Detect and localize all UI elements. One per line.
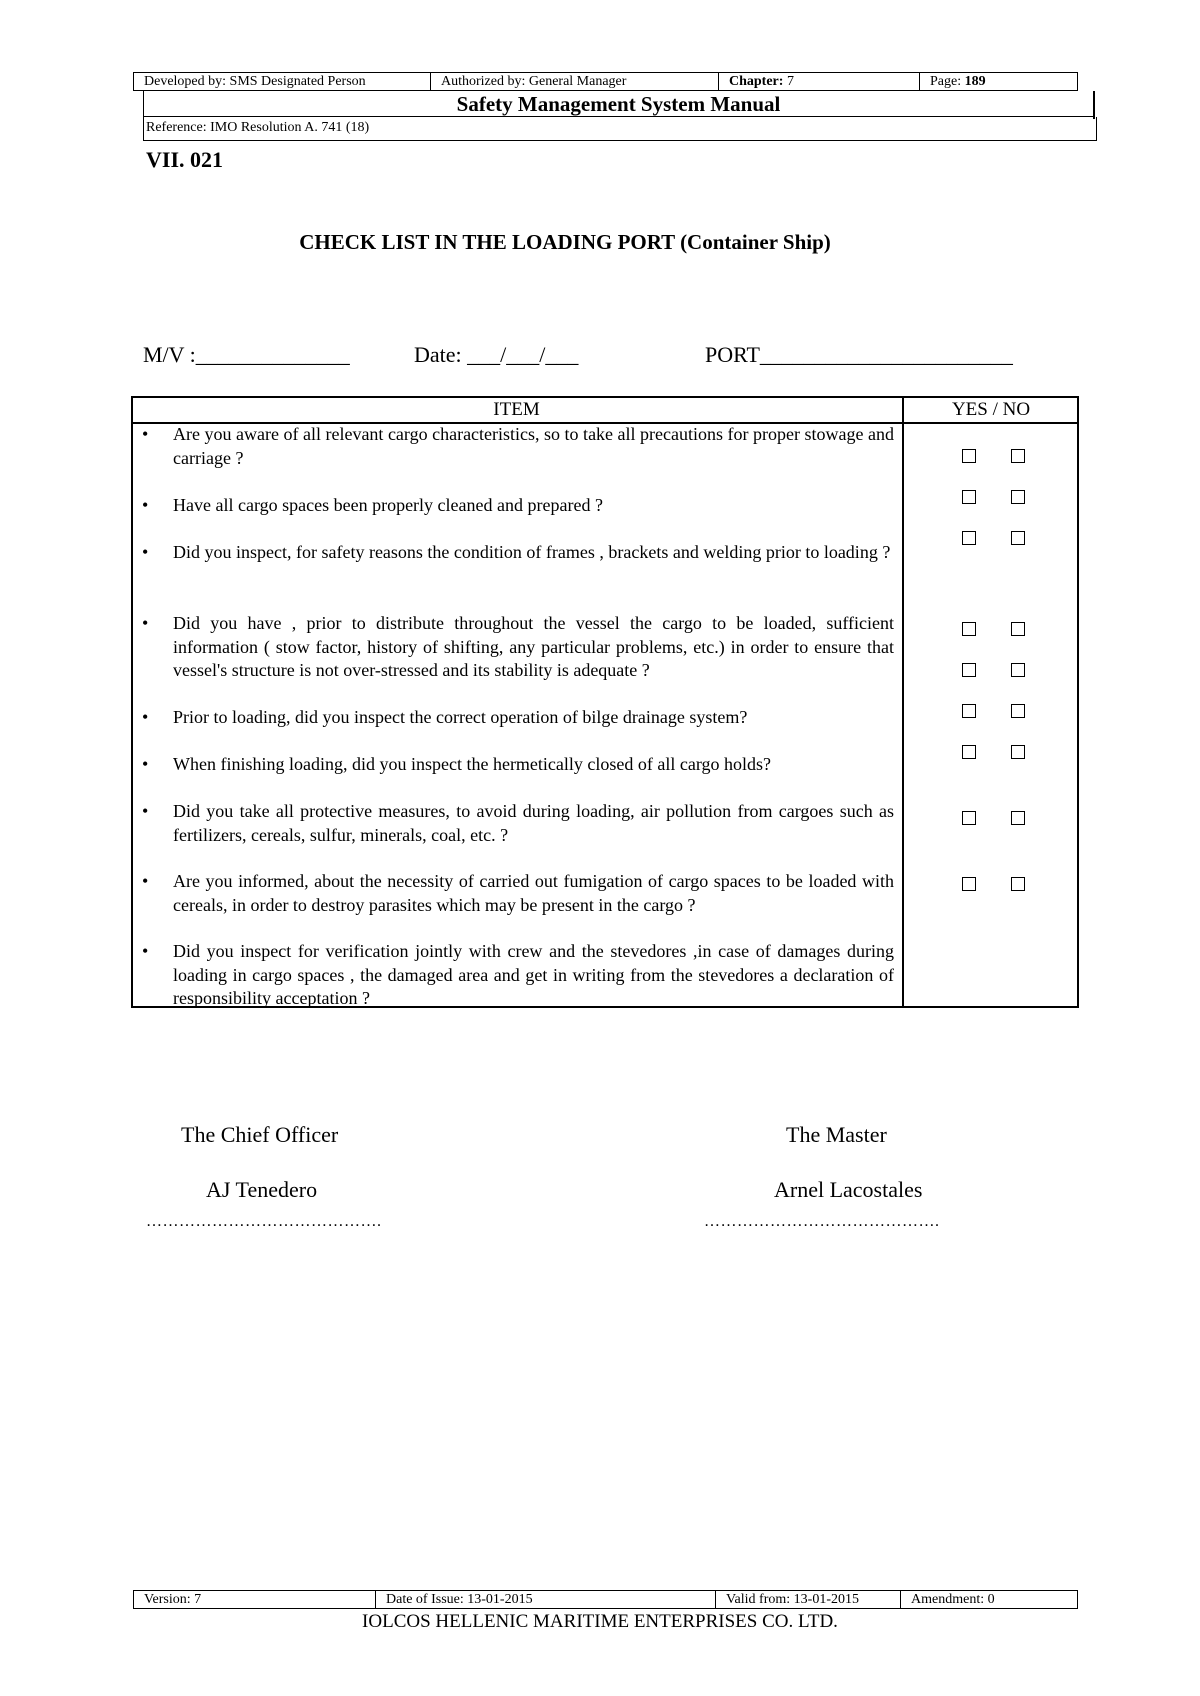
authorized-by: Authorized by: General Manager [431,73,719,90]
date-of-issue: Date of Issue: 13-01-2015 [376,1591,716,1608]
item-text: Did you inspect, for safety reasons the condition of frames , brackets and welding prior to loading ? [173,542,891,562]
checklist-item [142,494,894,518]
yes-checkbox[interactable] [962,811,976,825]
yes-checkbox[interactable] [962,877,976,891]
chief-officer-name: AJ Tenedero [206,1177,318,1202]
reference: Reference: IMO Resolution A. 741 (18) [143,117,1097,141]
item-text: Did you take all protective measures, to avoid during loading, air pollution from cargoes such as fertilizers, cereals, sulfur, minerals, coal, etc. ? [173,801,894,845]
bullet: • [142,542,149,562]
item-text: Did you have , prior to distribute throughout the vessel the cargo to be loaded, sufficient information ( stow factor, history of shifting, any particular problems, etc.) in order to ensure that vessel's structure is not over-stressed and its stability is adequate ? [173,613,894,680]
no-checkbox[interactable] [1011,663,1025,677]
item-text: Have all cargo spaces been properly cleaned and prepared ? [173,495,603,515]
yes-checkbox[interactable] [962,490,976,504]
bullet: • [142,754,149,774]
bullet: • [142,613,149,633]
company-name: IOLCOS HELLENIC MARITIME ENTERPRISES CO. LTD. [362,1611,838,1632]
item-text: Are you aware of all relevant cargo characteristics, so to take all precautions for proper stowage and carriage ? [173,424,894,468]
header-info-row [133,72,1078,91]
page-number [920,73,1077,90]
yes-checkbox[interactable] [962,531,976,545]
bullet: • [142,707,149,727]
checklist-item [142,753,894,777]
yes-checkbox[interactable] [962,663,976,677]
port-field[interactable]: PORT_______________________ [705,342,1013,367]
master-name: Arnel Lacostales [774,1177,923,1202]
chief-officer-title: The Chief Officer [181,1122,339,1147]
chapter-label: Chapter: [729,74,784,89]
bullet: • [142,495,149,515]
yes-checkbox[interactable] [962,449,976,463]
no-checkbox[interactable] [1011,745,1025,759]
item-text: Did you inspect for verification jointly with crew and the stevedores ,in case of damages during loading in cargo spaces , the damaged area and get in writing from the stevedores a declaration of responsibility acceptation ? [173,941,894,1008]
page-label: Page: [930,74,962,89]
valid-from: Valid from: 13-01-2015 [716,1591,901,1608]
no-checkbox[interactable] [1011,490,1025,504]
no-checkbox[interactable] [1011,811,1025,825]
chapter [719,73,920,90]
bullet: • [142,941,149,961]
chief-officer-signature-line: ……………………………………. [146,1213,382,1230]
checklist-item [142,870,894,917]
header-divider [1093,91,1095,119]
no-checkbox[interactable] [1011,704,1025,718]
no-checkbox[interactable] [1011,449,1025,463]
page-value: 189 [964,74,986,89]
checklist-item [142,612,894,683]
amendment: Amendment: 0 [911,1592,995,1607]
developed-by: Developed by: SMS Designated Person [134,73,431,90]
item-text: Are you informed, about the necessity of carried out fumigation of cargo spaces to be loaded with cereals, in order to destroy parasites which may be present in the cargo ? [173,871,894,915]
checklist-item [142,706,894,730]
checklist-item [142,940,894,1011]
document-code: VII. 021 [146,147,224,172]
no-checkbox[interactable] [1011,531,1025,545]
bullet: • [142,871,149,891]
yes-checkbox[interactable] [962,704,976,718]
checklist-item [142,800,894,847]
date-field[interactable]: Date: ___/___/___ [414,342,579,367]
checklist-item [142,423,894,470]
column-divider [902,396,904,1008]
chapter-value: 7 [786,74,794,89]
manual-title: Safety Management System Manual [143,91,1093,117]
column-header-yes-no: YES / NO [951,399,1031,420]
master-signature-line: ……………………………………. [704,1213,940,1230]
footer-info-row [133,1590,1078,1609]
item-text: When finishing loading, did you inspect the hermetically closed of all cargo holds? [173,754,772,774]
document-title: CHECK LIST IN THE LOADING PORT (Container Ship) [299,230,831,254]
master-title: The Master [786,1122,887,1147]
bullet: • [142,801,149,821]
version: Version: 7 [134,1591,376,1608]
column-header-item: ITEM [493,399,540,420]
no-checkbox[interactable] [1011,877,1025,891]
yes-checkbox[interactable] [962,745,976,759]
no-checkbox[interactable] [1011,622,1025,636]
mv-field[interactable]: M/V :______________ [143,342,350,367]
item-text: Prior to loading, did you inspect the correct operation of bilge drainage system? [173,707,748,727]
yes-checkbox[interactable] [962,622,976,636]
checklist-item [142,541,894,565]
bullet: • [142,424,149,444]
